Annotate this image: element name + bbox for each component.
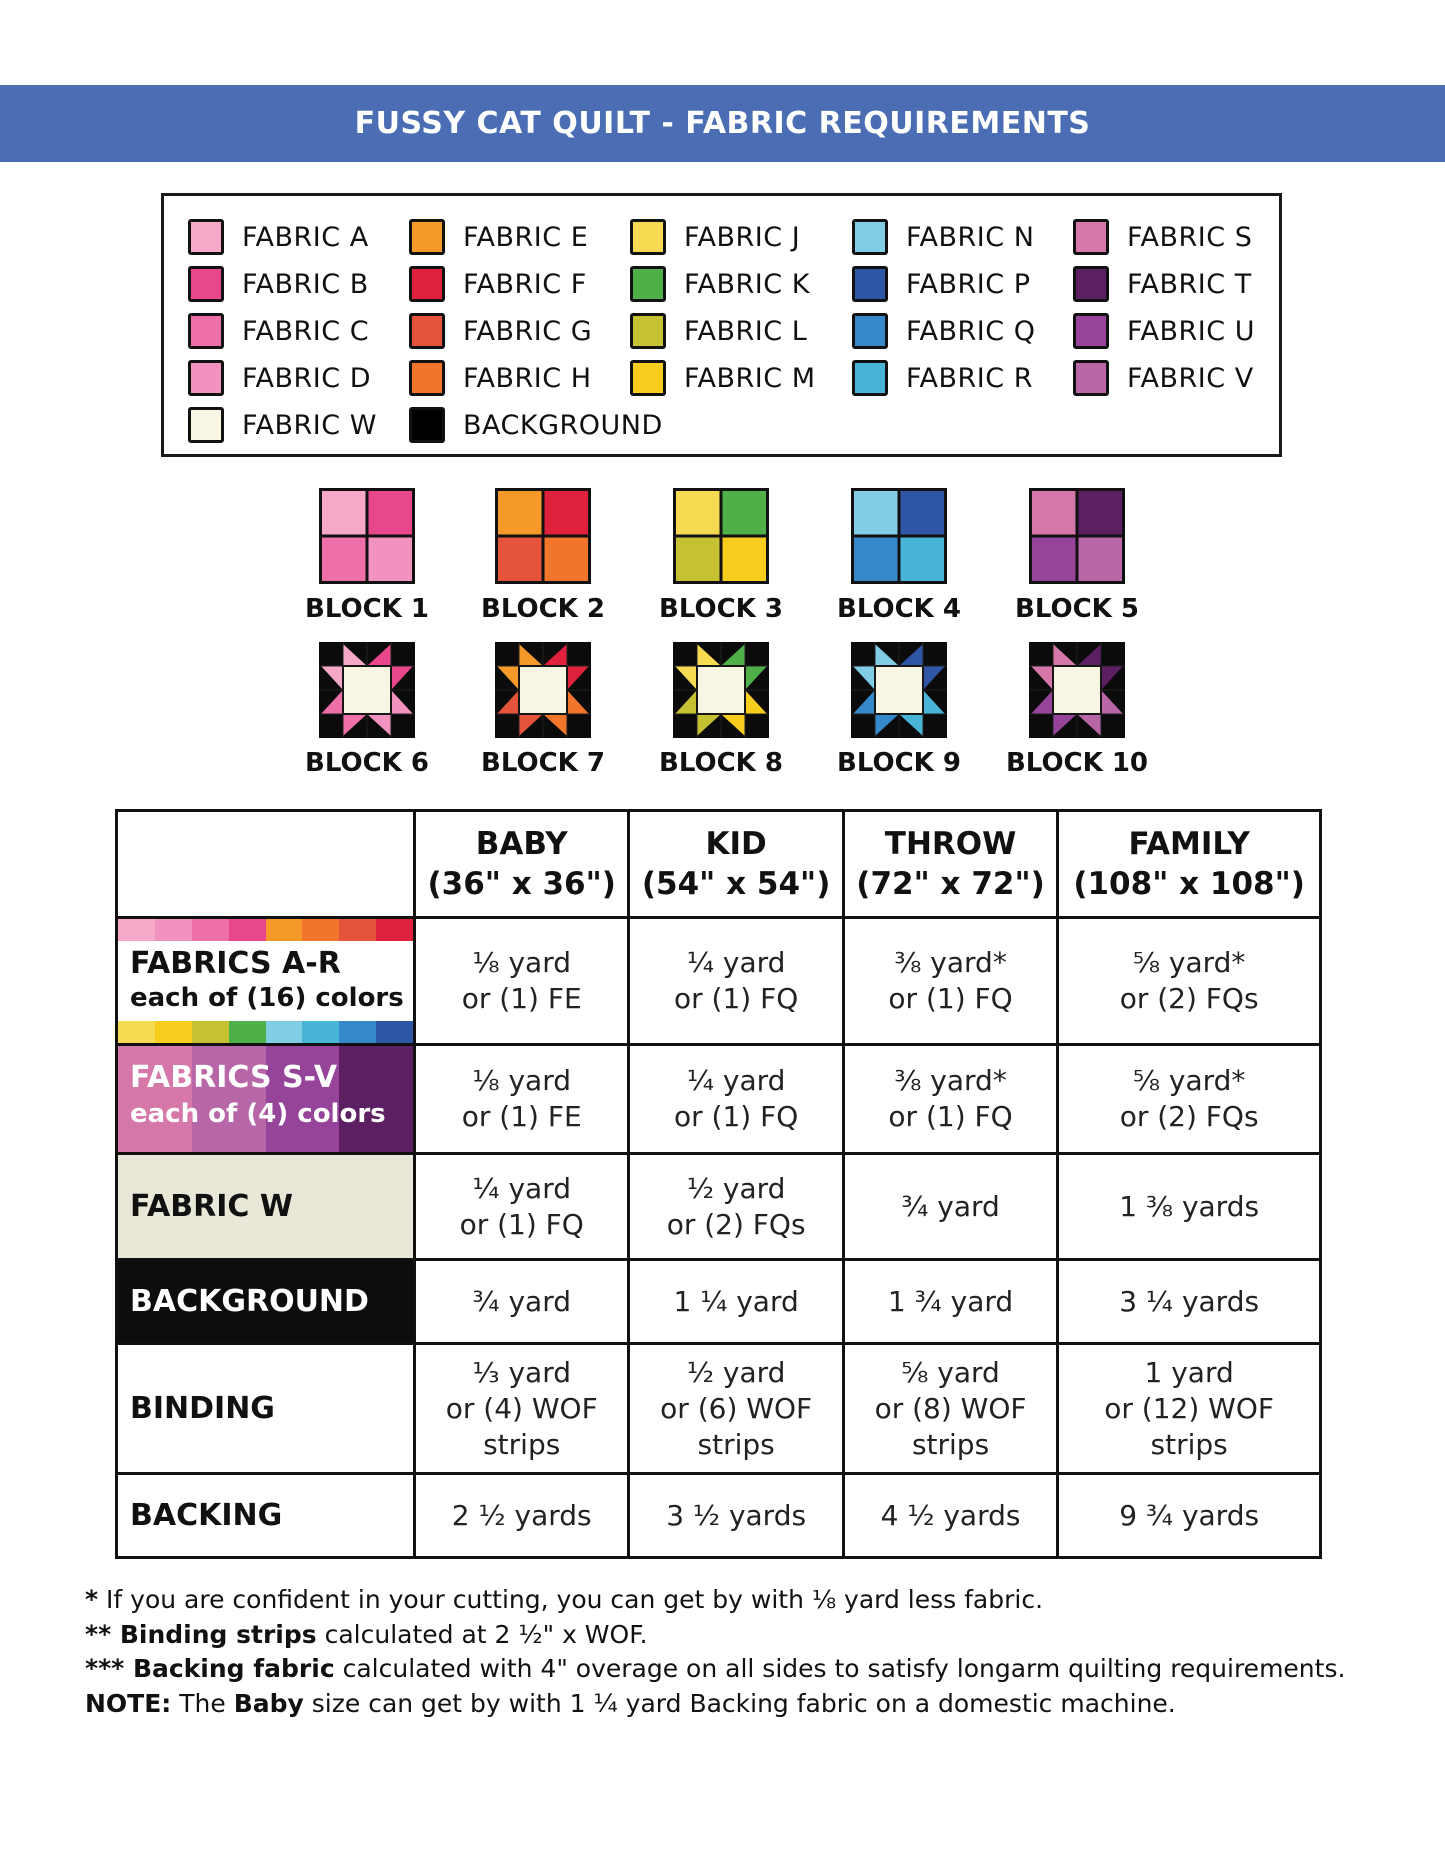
color-swatch [1073,266,1109,302]
table-cell [415,1474,629,1558]
cell-line: 2 ½ yards [451,1498,592,1532]
row-header-fabric-w [117,1154,415,1260]
legend-label: FABRIC G [463,315,593,347]
color-swatch [409,360,445,396]
cell-line: strips [483,1427,561,1461]
cell-line: ½ yard [686,1171,786,1205]
row-header-fabrics-a-r [117,918,415,1045]
color-swatch [630,266,666,302]
table-header-row [117,811,1321,918]
table-cell [1058,1344,1321,1474]
footnotes [85,1583,1365,1721]
legend-label: FABRIC K [684,268,810,300]
color-swatch [188,219,224,255]
row-label: BACKING [130,1498,283,1533]
footnote-note: NOTE: The Baby size can get by with 1 ¼ yard Backing fabric on a domestic machine. [85,1688,1176,1718]
table-cell [629,1045,843,1154]
legend-item [852,218,1034,256]
legend-label: BACKGROUND [463,409,663,441]
cell-line: ¾ yard [901,1189,1000,1223]
quilt-block [468,488,618,624]
color-swatch [188,360,224,396]
table-cell [843,918,1057,1045]
page-title: FUSSY CAT QUILT - FABRIC REQUIREMENTS [354,106,1091,141]
table-cell [843,1045,1057,1154]
cell-line: ¼ yard [472,1171,571,1205]
cell-line: ⅛ yard [472,1064,571,1097]
legend-label: FABRIC U [1127,315,1255,347]
table-cell [1058,1154,1321,1260]
column-header-family: FAMILY (108" x 108") [1058,811,1321,918]
color-swatch [409,219,445,255]
table-cell [629,918,843,1045]
color-swatch [409,313,445,349]
table-cell [843,1154,1057,1260]
fabric-requirements-table [115,809,1322,1559]
star-block-icon [824,642,974,738]
table-cell [415,1045,629,1154]
cell-line: ¾ yard [472,1284,571,1318]
legend-item [409,312,592,350]
color-swatch [1073,313,1109,349]
table-cell [415,918,629,1045]
cell-line: or (1) FQ [888,1100,1013,1133]
footnote-1: * If you are confident in your cutting, you can get by with ⅛ yard less fabric. [85,1585,1044,1614]
legend-item [188,406,377,444]
cell-line: strips [1150,1427,1228,1461]
quilt-block [646,642,796,778]
block-label: BLOCK 4 [837,594,961,624]
star-block-icon [468,642,618,738]
row-sublabel: each of (16) colors [130,983,404,1013]
legend-item [1073,312,1255,350]
block-label: BLOCK 1 [305,594,429,624]
legend-item [188,359,371,397]
table-cell [629,1344,843,1474]
color-swatch [852,313,888,349]
legend-item [630,265,810,303]
block-label: BLOCK 9 [837,748,961,778]
color-swatch [630,219,666,255]
legend-label: FABRIC A [242,221,369,253]
table-cell [1058,1045,1321,1154]
quilt-block [292,488,442,624]
cell-line: or (4) WOF [445,1391,598,1425]
cell-line: ⅜ yard* [894,1064,1007,1097]
cell-line: or (1) FQ [459,1207,584,1241]
cell-line: ⅓ yard [472,1355,571,1389]
legend-label: FABRIC B [242,268,369,300]
table-cell [415,1154,629,1260]
table-cell [629,1154,843,1260]
row-label: FABRIC W [130,1189,293,1224]
legend-label: FABRIC D [242,362,371,394]
quilt-block [646,488,796,624]
row-label: BACKGROUND [130,1284,369,1319]
table-row [117,1260,1321,1344]
block-label: BLOCK 8 [659,748,783,778]
quilt-block [1002,488,1152,624]
row-header-backing [117,1474,415,1558]
legend-item [630,359,816,397]
legend-item [630,312,807,350]
footnote-2: ** Binding strips calculated at 2 ½" x WOF. [85,1619,648,1649]
cell-line: ¼ yard [686,1064,786,1097]
row-label: BINDING [130,1391,275,1426]
quilt-block [824,642,974,778]
table-cell [1058,918,1321,1045]
legend-item [188,265,369,303]
four-patch-block-icon [824,488,974,584]
cell-line: ⅝ yard [901,1355,1000,1389]
cell-line: ⅛ yard [472,946,571,979]
legend-item [409,406,663,444]
table-cell [843,1344,1057,1474]
legend-label: FABRIC H [463,362,592,394]
legend-label: FABRIC S [1127,221,1253,253]
legend-item [188,218,369,256]
cell-line: or (2) FQs [1119,1100,1259,1133]
color-stripe-top [118,919,413,941]
legend-label: FABRIC L [684,315,808,347]
row-header-background [117,1260,415,1344]
legend-label: FABRIC N [906,221,1035,253]
table-row [117,1344,1321,1474]
legend-item [852,312,1035,350]
table-cell [843,1260,1057,1344]
color-swatch [1073,360,1109,396]
block-label: BLOCK 6 [305,748,429,778]
star-block-icon [646,642,796,738]
color-swatch [852,219,888,255]
color-swatch [1073,219,1109,255]
legend-item [852,359,1033,397]
column-header-throw: THROW (72" x 72") [843,811,1057,918]
quilt-block [1002,642,1152,778]
table-row [117,1154,1321,1260]
star-block-icon [1002,642,1152,738]
block-label: BLOCK 10 [1005,748,1149,778]
legend-item [1073,359,1254,397]
cell-line: ¼ yard [686,946,786,979]
block-label: BLOCK 5 [1015,594,1139,624]
cell-line: or (1) FE [461,982,582,1015]
color-swatch [630,313,666,349]
cell-line: 1 yard [1144,1355,1234,1389]
quilt-block [468,642,618,778]
four-patch-block-icon [1002,488,1152,584]
row-label: FABRICS A-R [130,946,341,981]
table-cell [1058,1260,1321,1344]
table-corner-cell [117,811,415,918]
legend-label: FABRIC W [242,409,377,441]
block-label: BLOCK 3 [659,594,783,624]
color-swatch [188,407,224,443]
legend-item [409,359,592,397]
color-stripe-bottom [118,1021,413,1043]
cell-line: 1 ¼ yard [673,1284,799,1318]
cell-line: ½ yard [686,1355,786,1389]
cell-line: 3 ¼ yards [1119,1284,1260,1318]
block-label: BLOCK 2 [481,594,605,624]
table-cell [629,1474,843,1558]
color-swatch [409,266,445,302]
cell-line: or (6) WOF [660,1391,813,1425]
cell-line: strips [911,1427,990,1461]
four-patch-block-icon [646,488,796,584]
legend-label: FABRIC Q [906,315,1036,347]
cell-line: 9 ¾ yards [1119,1498,1260,1532]
quilt-block [824,488,974,624]
cell-line: 3 ½ yards [666,1498,807,1532]
table-row [117,918,1321,1045]
legend-label: FABRIC P [906,268,1031,300]
cell-line: or (1) FQ [674,1100,799,1133]
color-swatch [852,360,888,396]
row-header-fabrics-s-v [117,1045,415,1154]
legend-label: FABRIC F [463,268,587,300]
cell-line: ⅝ yard* [1132,1064,1246,1097]
four-patch-block-icon [468,488,618,584]
legend-label: FABRIC J [684,221,801,253]
column-header-baby: BABY (36" x 36") [415,811,629,918]
cell-line: or (8) WOF [874,1391,1027,1425]
cell-line: strips [697,1427,775,1461]
title-banner [0,85,1445,162]
cell-line: ⅝ yard* [1132,946,1246,979]
legend-label: FABRIC C [242,315,370,347]
star-block-icon [292,642,442,738]
column-header-kid: KID (54" x 54") [629,811,843,918]
cell-line: ⅜ yard* [894,946,1007,979]
table-cell [629,1260,843,1344]
cell-line: or (1) FQ [888,982,1013,1015]
legend-label: FABRIC E [463,221,589,253]
color-swatch [630,360,666,396]
cell-line: 1 ⅜ yards [1119,1189,1260,1223]
cell-line: or (1) FE [461,1100,582,1133]
legend-item [852,265,1031,303]
legend-label: FABRIC R [906,362,1033,394]
table-row [117,1474,1321,1558]
color-swatch [852,266,888,302]
legend-item [1073,265,1252,303]
legend-label: FABRIC M [684,362,816,394]
legend-item [1073,218,1252,256]
legend-label: FABRIC V [1127,362,1254,394]
quilt-block [292,642,442,778]
row-label: FABRICS S-V [130,1060,338,1095]
legend-label: FABRIC T [1127,268,1252,300]
row-sublabel: each of (4) colors [130,1099,386,1129]
legend-item [409,265,587,303]
legend-item [188,312,369,350]
color-swatch [188,313,224,349]
color-swatch [188,266,224,302]
footnote-3: *** Backing fabric calculated with 4" overage on all sides to satisfy longarm quilting requirements. [85,1654,1346,1683]
cell-line: 4 ½ yards [880,1498,1021,1532]
fabric-legend [161,193,1282,457]
cell-line: or (2) FQs [666,1207,806,1241]
row-header-binding [117,1344,415,1474]
cell-line: or (1) FQ [674,982,799,1015]
table-cell [415,1260,629,1344]
color-swatch [409,407,445,443]
table-cell [1058,1474,1321,1558]
table-cell [843,1474,1057,1558]
cell-line: or (12) WOF [1104,1391,1274,1425]
table-cell [415,1344,629,1474]
table-row [117,1045,1321,1154]
cell-line: 1 ¾ yard [887,1284,1014,1318]
block-label: BLOCK 7 [481,748,605,778]
four-patch-block-icon [292,488,442,584]
legend-item [409,218,588,256]
legend-item [630,218,800,256]
cell-line: or (2) FQs [1119,982,1259,1015]
